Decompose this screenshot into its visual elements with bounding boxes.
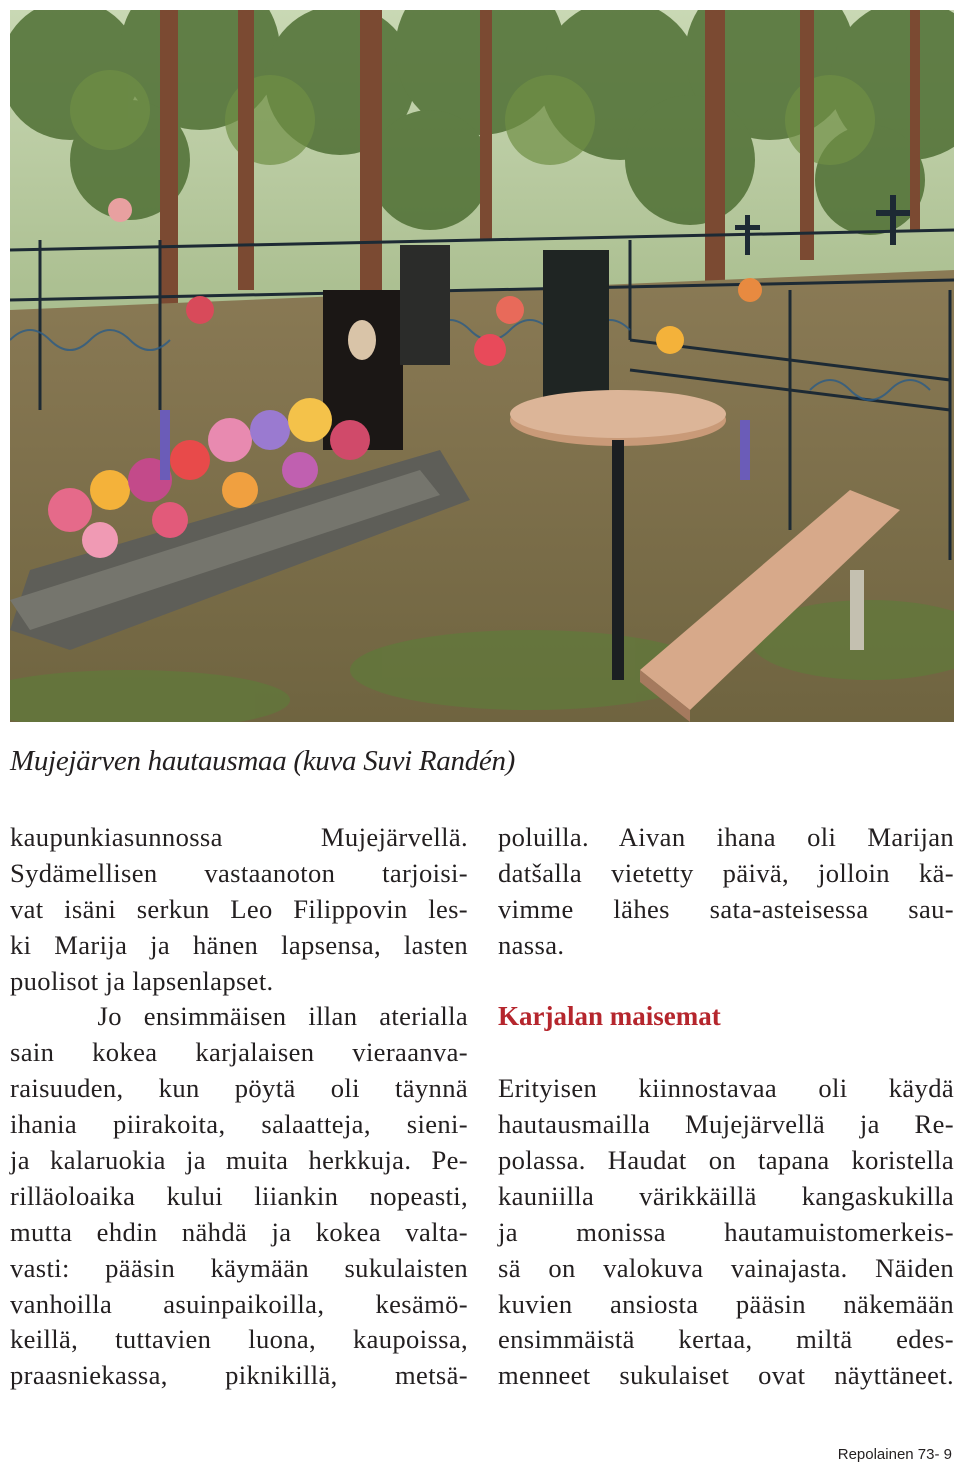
text-line: ki Marija ja hänen lapsensa, lasten bbox=[10, 929, 468, 960]
text-line: vat isäni serkun Leo Filippovin les- bbox=[10, 893, 468, 924]
text-line: rilläoloaika kului liiankin nopeasti, bbox=[10, 1180, 468, 1211]
right-column bbox=[498, 820, 954, 1394]
cemetery-photo bbox=[10, 10, 954, 722]
text-line: datšalla vietetty päivä, jolloin kä- bbox=[498, 857, 954, 888]
text-line: ja kalaruokia ja muita herkkuja. Pe- bbox=[10, 1145, 468, 1176]
section-heading: Karjalan maisemat bbox=[498, 1001, 721, 1032]
text-line: menneet sukulaiset ovat näyttäneet. bbox=[498, 1360, 954, 1391]
text-line: ihania piirakoita, salaatteja, sieni- bbox=[10, 1109, 468, 1140]
text-line: ja monissa hautamuistomerkeis- bbox=[498, 1216, 954, 1247]
text-line: keillä, tuttavien luona, kaupoissa, bbox=[10, 1324, 468, 1355]
text-line: raisuuden, kun pöytä oli täynnä bbox=[10, 1073, 468, 1104]
text-line: hautausmailla Mujejärvellä ja Re- bbox=[498, 1109, 954, 1140]
text-line: poluilla. Aivan ihana oli Marijan bbox=[498, 822, 954, 852]
text-line: Sydämellisen vastaanoton tarjoisi- bbox=[10, 857, 468, 888]
text-line: polassa. Haudat on tapana koristella bbox=[498, 1145, 954, 1176]
text-line: nassa. bbox=[498, 929, 565, 960]
text-line: ensimmäistä kertaa, miltä edes- bbox=[498, 1324, 954, 1355]
page-footer: Repolainen 73- 9 bbox=[837, 1446, 952, 1463]
text-line: sä on valokuva vainajasta. Näiden bbox=[498, 1252, 954, 1283]
text-line: puolisot ja lapsenlapset. bbox=[10, 965, 274, 996]
text-line: vimme lähes sata-asteisessa sau- bbox=[498, 893, 954, 924]
text-line: Erityisen kiinnostavaa oli käydä bbox=[498, 1073, 954, 1104]
photo-caption: Mujejärven hautausmaa (kuva Suvi Randén) bbox=[10, 745, 516, 777]
text-line: kuvien ansiosta pääsin näkemään bbox=[498, 1288, 954, 1319]
text-line: Jo ensimmäisen illan aterialla bbox=[10, 1001, 468, 1032]
text-line: kauniilla värikkäillä kangaskukilla bbox=[498, 1180, 954, 1211]
text-line: vasti: pääsin käymään sukulaisten bbox=[10, 1252, 468, 1283]
text-line: kaupunkiasunnossa Mujejärvellä. bbox=[10, 822, 468, 852]
text-line: sain kokea karjalaisen vieraanva- bbox=[10, 1037, 468, 1068]
text-line: mutta ehdin nähdä ja kokea valta- bbox=[10, 1216, 468, 1247]
text-line: praasniekassa, piknikillä, metsä- bbox=[10, 1360, 468, 1391]
left-column bbox=[10, 820, 468, 1394]
text-line: vanhoilla asuinpaikoilla, kesämö- bbox=[10, 1288, 468, 1319]
